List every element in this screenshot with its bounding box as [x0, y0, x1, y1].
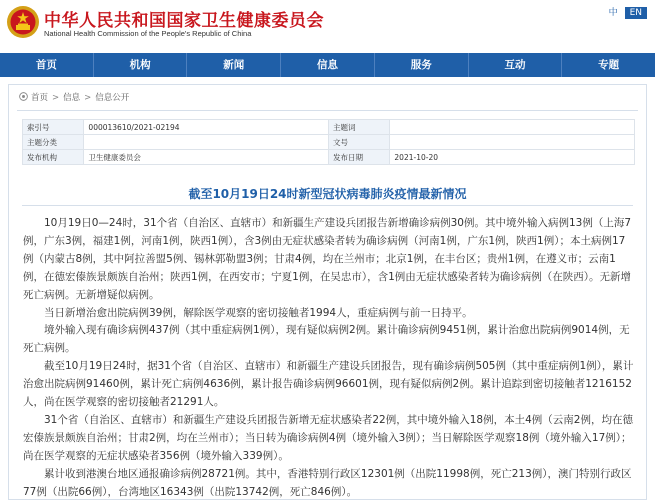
nav-information[interactable]: 信息	[281, 53, 375, 77]
nav-home[interactable]: 首页	[0, 53, 94, 77]
index-label: 索引号	[23, 120, 84, 135]
breadcrumb-home[interactable]: 首页	[31, 93, 49, 103]
divider	[22, 205, 633, 206]
index-value: 000013610/2021-02194	[84, 120, 329, 135]
table-row	[23, 150, 635, 165]
document-meta-table	[22, 119, 635, 165]
breadcrumb-info-disclosure[interactable]: 信息公开	[95, 93, 130, 103]
article-paragraph: 截至10月19日24时，据31个省（自治区、直辖市）和新疆生产建设兵团报告，现有确诊病例505例（其中重症病例1例），累计治愈出院病例91460例，累计死亡病例4636例，累计报告确诊病例96601例，现有疑似病例2例。累计追踪到密切接触者1216152人，尚在医学观察的密切接触者21291人。	[23, 360, 634, 409]
site-header	[0, 0, 655, 46]
location-icon	[19, 92, 28, 101]
article-body	[23, 215, 634, 500]
nav-organization[interactable]: 机构	[94, 53, 188, 77]
article-paragraph: 当日新增治愈出院病例39例，解除医学观察的密切接触者1994人，重症病例与前一日持平。	[44, 306, 473, 319]
article-paragraph: 10月19日0—24时，31个省（自治区、直辖市）和新疆生产建设兵团报告新增确诊病例30例。其中境外输入病例13例（上海7例，广东3例，福建1例，河南1例，陕西1例），含3例由无症状感染者转为确诊病例（河南1例，广东1例，陕西1例）；本土病例17例（内蒙古8例，其中阿拉善盟5例、锡林郭勒盟3例；甘肃4例，均在兰州市；北京1例，在丰台区；贵州1例，在遵义市；云南1例，在德宏傣族景颇族自治州；陕西1例，在西安市；宁夏1例，在吴忠市），含1例由无症状感染者转为确诊病例（在陕西）。无新增死亡病例。无新增疑似病例。	[23, 217, 632, 301]
publisher-value: 卫生健康委员会	[84, 150, 329, 165]
article-paragraph: 境外输入现有确诊病例437例（其中重症病例1例），现有疑似病例2例。累计确诊病例9451例，累计治愈出院病例9014例，无死亡病例。	[23, 324, 630, 355]
site-title: 中华人民共和国国家卫生健康委员会	[44, 11, 324, 31]
main-nav	[0, 53, 655, 77]
breadcrumb-separator: >	[84, 93, 92, 103]
breadcrumb	[19, 91, 129, 103]
language-switch	[602, 4, 647, 19]
nav-interaction[interactable]: 互动	[469, 53, 563, 77]
lang-option-en[interactable]: EN	[625, 7, 647, 19]
nav-services[interactable]: 服务	[375, 53, 469, 77]
national-emblem-icon	[6, 5, 40, 39]
category-label: 主题分类	[23, 135, 84, 150]
site-subtitle: National Health Commission of the People's Republic of China	[44, 29, 252, 38]
subject-value	[390, 120, 635, 135]
docno-value	[390, 135, 635, 150]
article-paragraph: 累计收到港澳台地区通报确诊病例28721例。其中，香港特别行政区12301例（出院11998例，死亡213例），澳门特别行政区77例（出院66例），台湾地区16343例（出院13742例，死亡846例）。	[23, 467, 632, 498]
divider	[17, 110, 638, 111]
breadcrumb-separator: >	[52, 93, 60, 103]
nav-topics[interactable]: 专题	[598, 59, 620, 71]
category-value	[84, 135, 329, 150]
content-panel	[8, 84, 647, 500]
table-row	[23, 120, 635, 135]
publisher-label: 发布机构	[23, 150, 84, 165]
date-label: 发布日期	[328, 150, 389, 165]
docno-label: 文号	[328, 135, 389, 150]
subject-label: 主题词	[328, 120, 389, 135]
breadcrumb-information[interactable]: 信息	[63, 93, 81, 103]
article-paragraph: 31个省（自治区、直辖市）和新疆生产建设兵团报告新增无症状感染者22例，其中境外输入18例，本土4例（云南2例，均在德宏傣族景颇族自治州；甘肃2例，均在兰州市）；当日转为确诊病例4例（境外输入3例）；当日解除医学观察18例（境外输入17例）；尚在医学观察的无症状感染者356例（境外输入339例）。	[23, 413, 633, 462]
nav-news[interactable]: 新闻	[187, 53, 281, 77]
article-title: 截至10月19日24时新型冠状病毒肺炎疫情最新情况	[188, 187, 467, 201]
date-value: 2021-10-20	[390, 150, 635, 165]
lang-option-zh[interactable]: 中	[608, 8, 618, 18]
table-row	[23, 135, 635, 150]
